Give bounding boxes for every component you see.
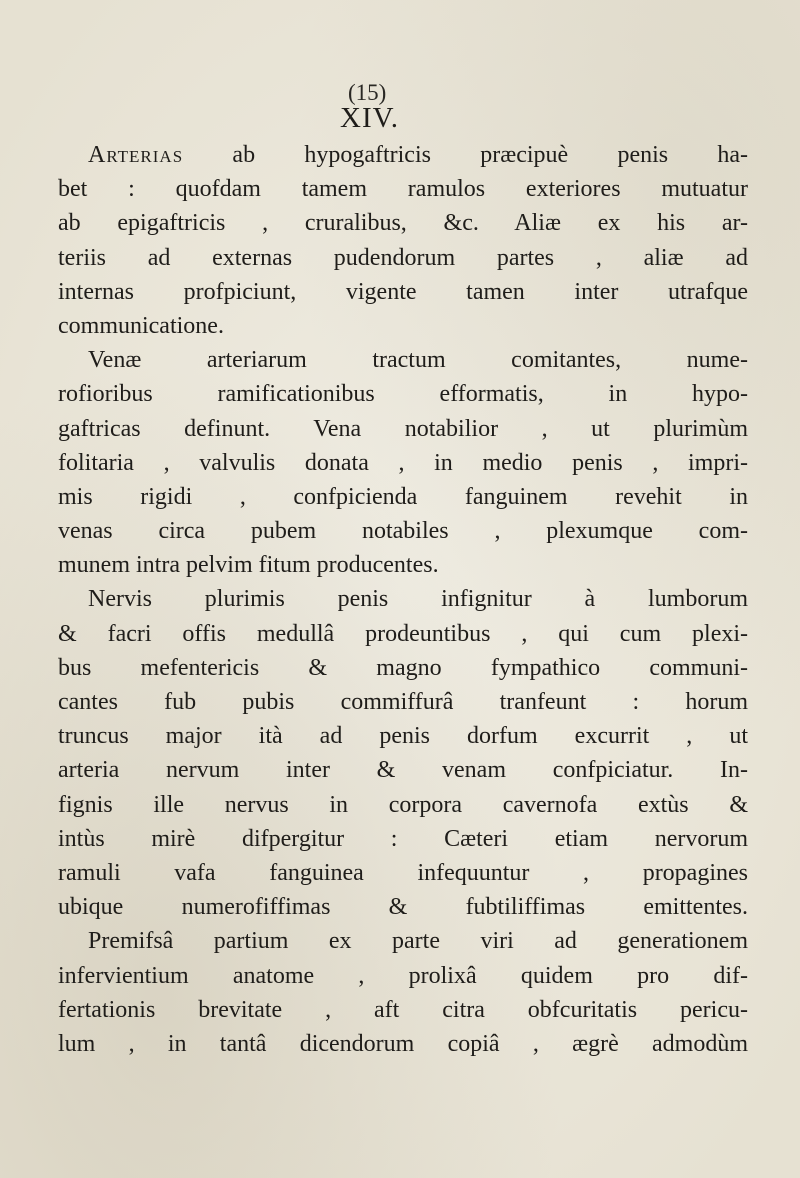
text-line: intùs mirè difpergitur : Cæteri etiam nervorum xyxy=(58,825,748,852)
text-line: venas circa pubem notabiles , plexumque com- xyxy=(58,518,748,545)
body-text xyxy=(58,138,748,1061)
text-line: ramuli vafa fanguinea infequuntur , propagines xyxy=(58,859,748,886)
text-line: teriis ad externas pudendorum partes , aliæ ad xyxy=(58,244,748,271)
text-line: folitaria , valvulis donata , in medio penis , impri- xyxy=(58,449,748,476)
text-line: communicatione. xyxy=(58,312,224,339)
text-line: gaftricas definunt. Vena notabilior , ut plurimùm xyxy=(58,415,748,442)
text-line: Arterias ab hypogaftricis præcipuè penis ha- xyxy=(88,142,748,168)
text-line: cantes fub pubis commiffurâ tranfeunt : horum xyxy=(58,689,748,715)
text-line: internas profpiciunt, vigente tamen inter utrafque xyxy=(58,278,748,305)
text-line: Venæ arteriarum tractum comitantes, nume- xyxy=(88,347,748,374)
text-line: infervientium anatome , prolixâ quidem pro dif- xyxy=(58,962,748,989)
text-line: Nervis plurimis penis infignitur à lumborum xyxy=(88,586,748,613)
text-line: bus mefentericis & magno fympathico communi- xyxy=(58,654,748,681)
text-line: ab epigaftricis , cruralibus, &c. Aliæ ex his ar- xyxy=(58,210,748,237)
page-number: (15) xyxy=(348,80,387,105)
text-line: munem intra pelvim fitum producentes. xyxy=(58,552,439,579)
text-line: & facri offis medullâ prodeuntibus , qui cum plexi- xyxy=(58,620,748,647)
text-line: mis rigidi , confpicienda fanguinem revehit in xyxy=(58,483,748,510)
text-line: fertationis brevitate , aft citra obfcuritatis pericu- xyxy=(58,996,748,1023)
text-line: rofioribus ramificationibus efformatis, in hypo- xyxy=(58,381,748,408)
text-line: bet : quofdam tamem ramulos exteriores mutuatur xyxy=(58,176,748,203)
text-line: Premifsâ partium ex parte viri ad generationem xyxy=(88,928,748,955)
text-line: lum , in tantâ dicendorum copiâ , ægrè admodùm xyxy=(58,1030,748,1057)
text-line: fignis ille nervus in corpora cavernofa extùs & xyxy=(58,791,748,818)
text-line: arteria nervum inter & venam confpiciatur. In- xyxy=(58,757,748,784)
section-number: XIV. xyxy=(340,102,400,134)
text-line: ubique numerofiffimas & fubtiliffimas emittentes. xyxy=(58,894,748,921)
text-line: truncus major ità ad penis dorfum excurrit , ut xyxy=(58,723,748,750)
